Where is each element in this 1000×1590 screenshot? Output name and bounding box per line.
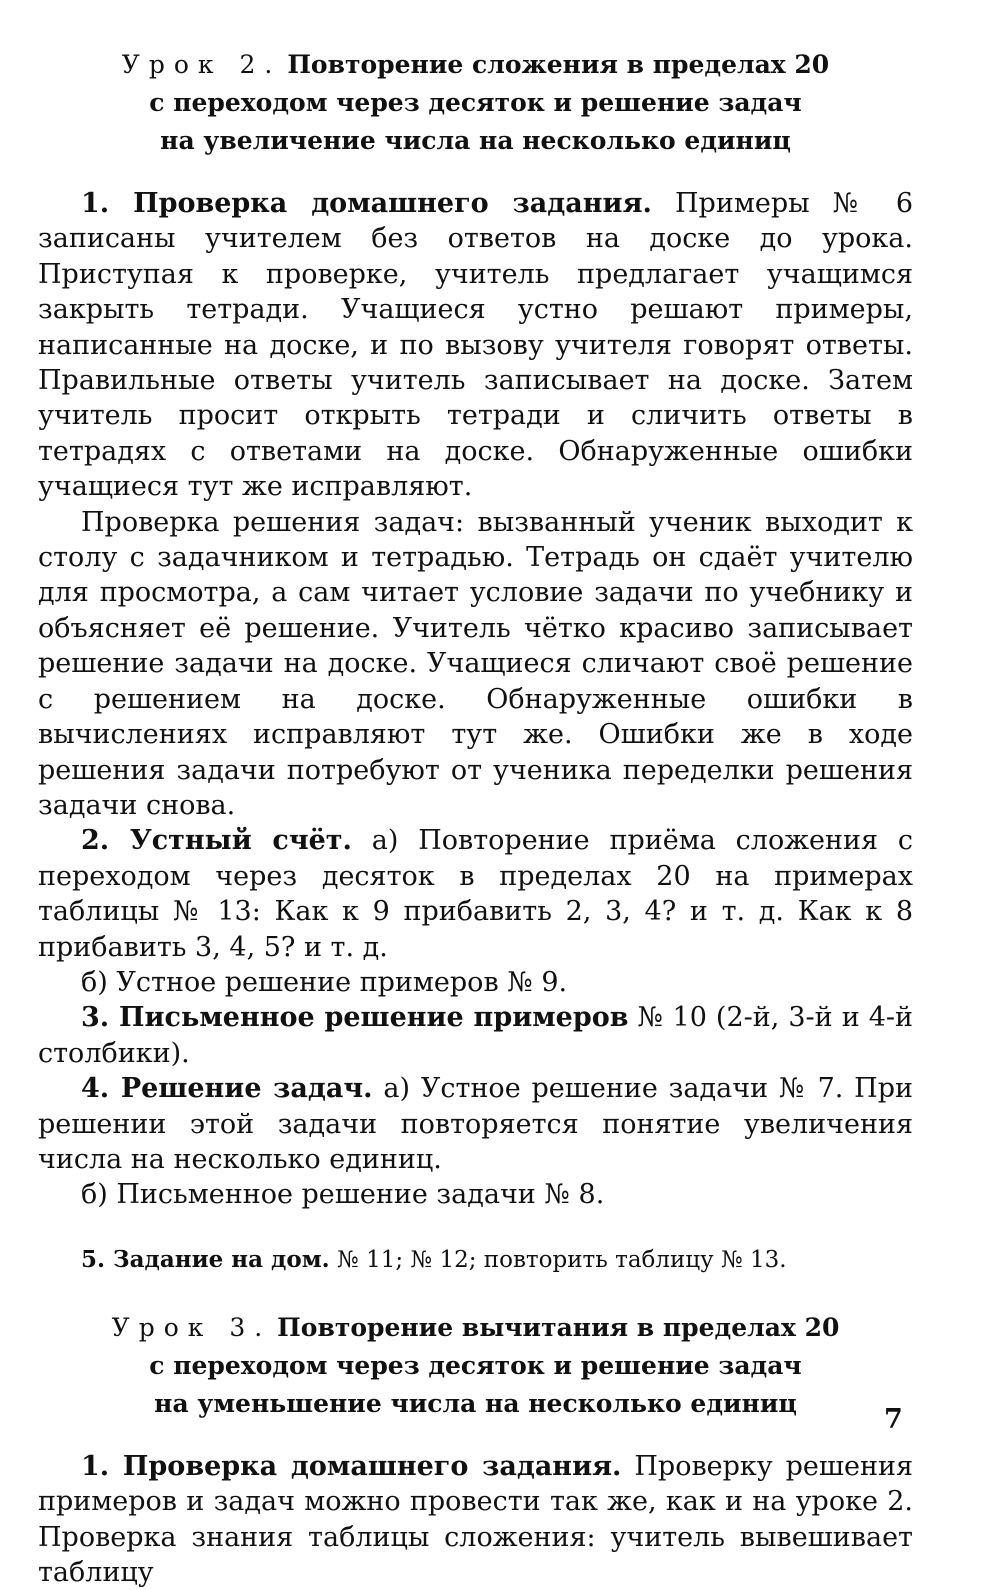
lesson-3-title-line-1: Повторение вычитания в пределах 20 bbox=[277, 1312, 840, 1342]
lesson-2-homework-heading: 5. Задание на дом. bbox=[81, 1245, 330, 1273]
lesson-2-paragraph-task-check: Проверка решения задач: вызванный ученик выходит к столу с задачником и тетрадью. Тетрадь он сдаёт учителю для просмотра, а сам читает условие задачи по учебнику и объясняет её решение. Учитель чётко красиво записывает решение задачи на доске. Учащиеся сличают своё решение с решением на доске. Обнаруженные ошибки в вычислениях исправляют тут же. Ошибки же в ходе решения задачи потребуют от ученика переделки решения задачи снова. bbox=[38, 506, 913, 821]
spacer bbox=[38, 1213, 913, 1243]
lesson-2-problem-solving-heading: 4. Решение задач. bbox=[81, 1073, 373, 1105]
lesson-2-paragraph-problem-solving bbox=[38, 1071, 913, 1177]
lesson-2-homework-text: № 11; № 12; повторить таблицу № 13. bbox=[329, 1246, 787, 1273]
spacer bbox=[38, 1277, 913, 1309]
lesson-2-paragraph-oral-count bbox=[38, 823, 913, 965]
lesson-2-heading-line-1 bbox=[38, 46, 913, 84]
page-number: 7 bbox=[884, 1404, 903, 1435]
lesson-3-title-line-2: с переходом через десяток и решение задач bbox=[149, 1350, 802, 1380]
lesson-2-problem-solving-text: а) Устное решение задачи № 7. При решении этой задачи повторяется понятие увеличения числа на несколько единиц. bbox=[38, 1073, 913, 1175]
lesson-2-homework bbox=[38, 1243, 913, 1277]
lesson-2-oral-count-text: а) Повторение приёма сложения с переходом через десяток в пределах 20 на примерах таблицы № 13: Как к 9 прибавить 2, 3, 4? и т. д. Как к 8 прибавить 3, 4, 5? и т. д. bbox=[38, 825, 913, 963]
lesson-2-written-examples-text: № 10 (2-й, 3-й и 4-й столбики). bbox=[38, 1002, 914, 1069]
lesson-3-homework-check-text: Проверку решения примеров и задач можно провести так же, как и на уроке 2. Проверка знания таблицы сложения: учитель вывешивает таблицу bbox=[38, 1450, 913, 1588]
lesson-2-written-examples-heading: 3. Письменное решение примеров bbox=[81, 1002, 629, 1034]
lesson-3-paragraph-homework-check bbox=[38, 1449, 913, 1590]
lesson-2-homework-check-heading: 1. Проверка домашнего задания. bbox=[81, 188, 652, 219]
lesson-3-title-line-3: на уменьшение числа на несколько единиц bbox=[154, 1388, 797, 1418]
spacer bbox=[38, 1423, 913, 1449]
lesson-2-label: Урок 2. bbox=[121, 50, 282, 79]
lesson-2-title-line-1: Повторение сложения в пределах 20 bbox=[287, 50, 830, 79]
lesson-2-title-line-2: с переходом через десяток и решение задач bbox=[149, 88, 802, 117]
lesson-2-paragraph-homework-check bbox=[38, 186, 913, 505]
lesson-2-paragraph-written-problem: б) Письменное решение задачи № 8. bbox=[81, 1179, 605, 1211]
lesson-2-title-line-3: на увеличение числа на несколько единиц bbox=[160, 126, 791, 155]
lesson-2-paragraph-oral-examples: б) Устное решение примеров № 9. bbox=[81, 966, 568, 998]
lesson-2-oral-count-heading: 2. Устный счёт. bbox=[81, 825, 352, 857]
lesson-3-heading-line-1 bbox=[38, 1309, 913, 1347]
lesson-3-label: Урок 3. bbox=[111, 1312, 272, 1342]
spacer bbox=[38, 160, 913, 186]
lesson-2-heading bbox=[38, 46, 913, 160]
page-content bbox=[38, 46, 913, 1590]
lesson-3-heading bbox=[38, 1309, 913, 1423]
lesson-3-homework-check-heading: 1. Проверка домашнего задания. bbox=[81, 1450, 622, 1482]
lesson-2-paragraph-written-examples bbox=[38, 1000, 913, 1071]
lesson-2-homework-check-text: Примеры № 6 записаны учителем без ответов на доске до урока. Приступая к проверке, учитель предлагает учащимся закрыть тетради. Учащиеся устно решают примеры, написанные на доске, и по вызову учителя говорят ответы. Правильные ответы учитель записывает на доске. Затем учитель просит открыть тетради и сличить ответы в тетрадях с ответами на доске. Обнаруженные ошибки учащиеся тут же исправляют. bbox=[38, 188, 913, 503]
